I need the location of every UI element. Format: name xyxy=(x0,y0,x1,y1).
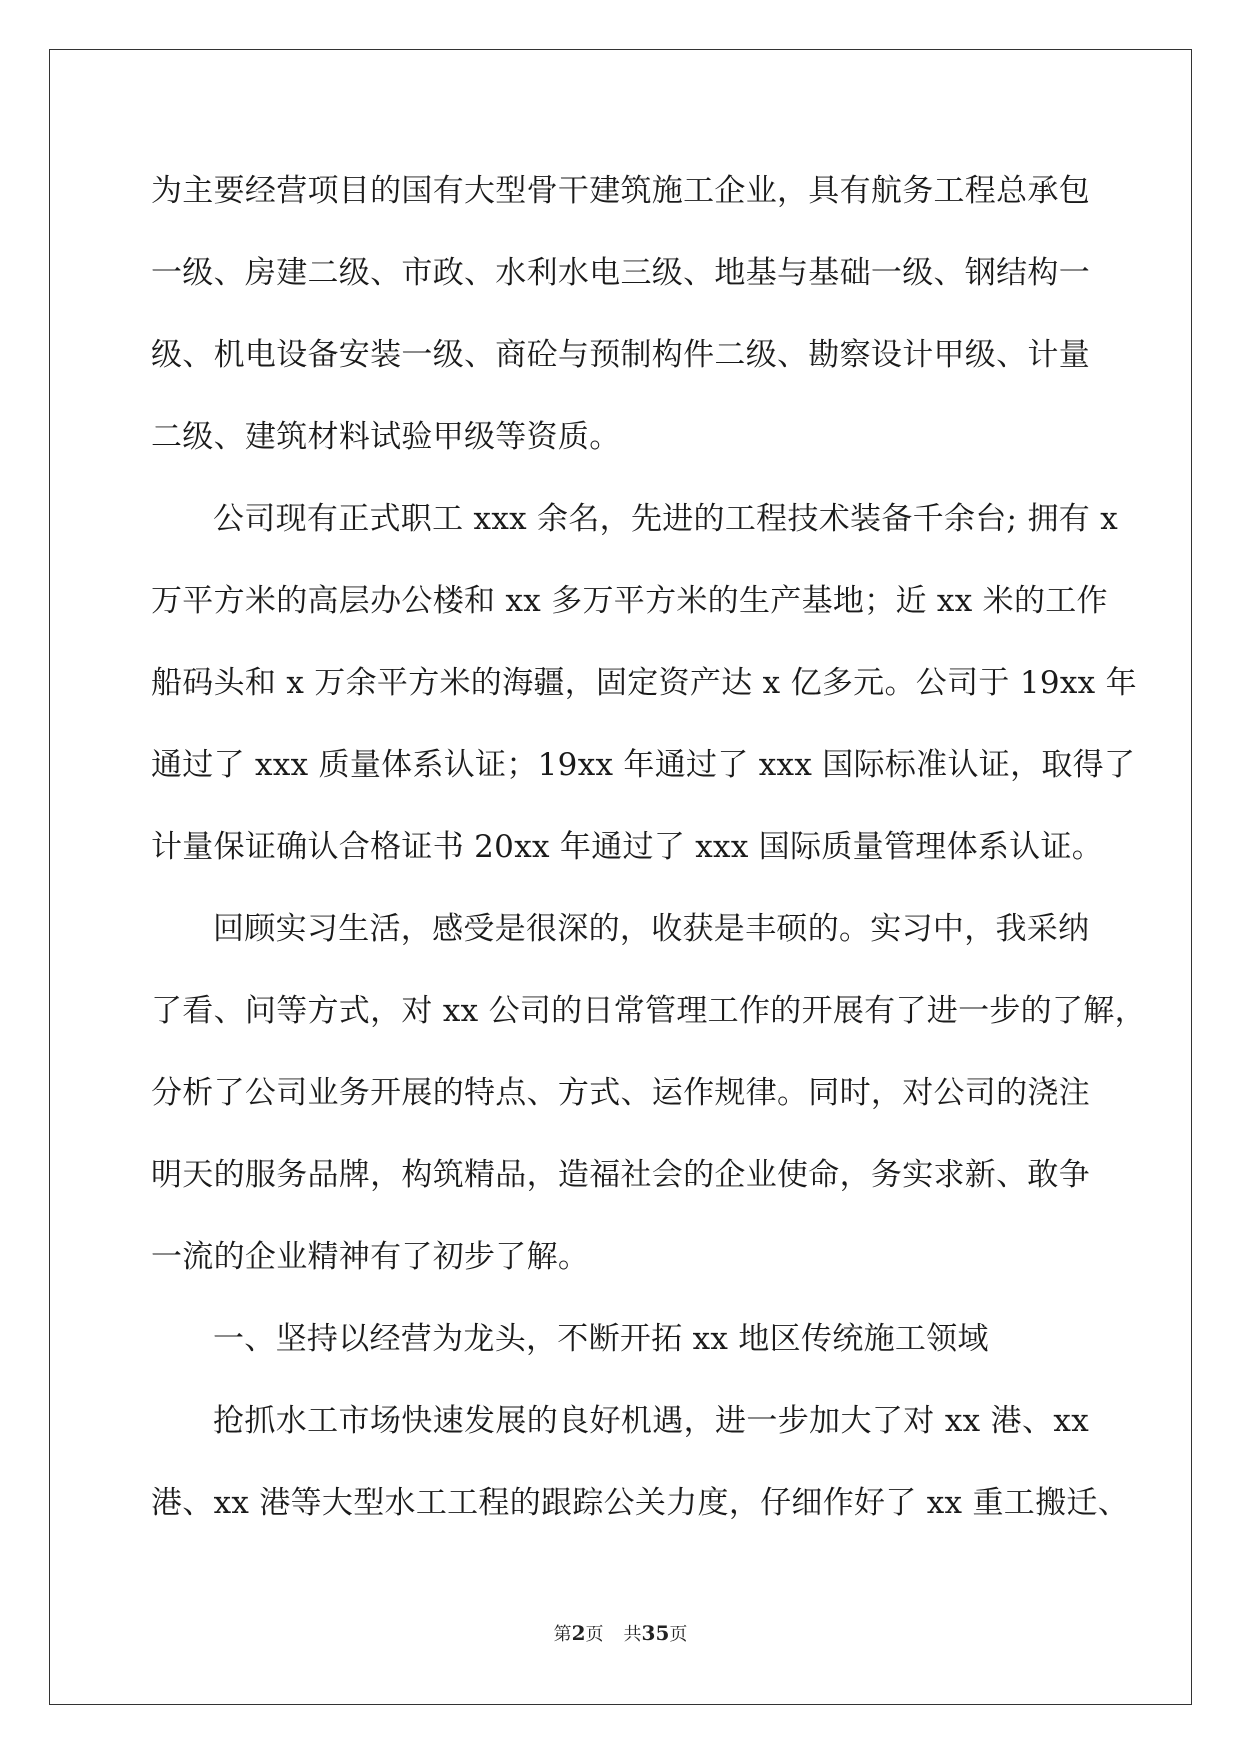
text-line: 计量保证确认合格证书 20xx 年通过了 xxx 国际质量管理体系认证。 xyxy=(151,829,1104,865)
total-prefix: 共 xyxy=(623,1624,642,1645)
text-line: 港、xx 港等大型水工工程的跟踪公关力度，仔细作好了 xx 重工搬迁、 xyxy=(151,1485,1129,1521)
text-line: 为主要经营项目的国有大型骨干建筑施工企业，具有航务工程总承包 xyxy=(151,173,1090,209)
text-line: 回顾实习生活，感受是很深的，收获是丰硕的。实习中，我采纳 xyxy=(213,911,1090,947)
text-line: 级、机电设备安装一级、商砼与预制构件二级、勘察设计甲级、计量 xyxy=(151,337,1090,373)
text-line: 通过了 xxx 质量体系认证；19xx 年通过了 xxx 国际标准认证，取得了 xyxy=(151,747,1136,783)
page-prefix: 第 xyxy=(553,1624,572,1645)
text-line: 明天的服务品牌，构筑精品，造福社会的企业使命，务实求新、敢争 xyxy=(151,1157,1090,1193)
text-line: 公司现有正式职工 xxx 余名，先进的工程技术装备千余台; 拥有 x xyxy=(213,501,1118,537)
page-footer xyxy=(0,1620,1241,1646)
page-unit: 页 xyxy=(585,1624,604,1645)
section-heading: 一、坚持以经营为龙头，不断开拓 xx 地区传统施工领域 xyxy=(213,1321,989,1357)
total-pages: 35 xyxy=(641,1621,670,1645)
total-unit: 页 xyxy=(669,1624,688,1645)
text-line: 船码头和 x 万余平方米的海疆，固定资产达 x 亿多元。公司于 19xx 年 xyxy=(151,665,1137,701)
text-line: 一级、房建二级、市政、水利水电三级、地基与基础一级、钢结构一 xyxy=(151,255,1090,291)
text-line: 了看、问等方式，对 xx 公司的日常管理工作的开展有了进一步的了解， xyxy=(151,993,1146,1029)
document-body xyxy=(151,163,1146,1557)
page-number: 2 xyxy=(571,1621,586,1645)
text-line: 万平方米的高层办公楼和 xx 多万平方米的生产基地；近 xx 米的工作 xyxy=(151,583,1108,619)
text-line: 分析了公司业务开展的特点、方式、运作规律。同时，对公司的浇注 xyxy=(151,1075,1090,1111)
text-line: 抢抓水工市场快速发展的良好机遇，进一步加大了对 xx 港、xx xyxy=(213,1403,1089,1439)
text-line: 二级、建筑材料试验甲级等资质。 xyxy=(151,419,621,455)
text-line: 一流的企业精神有了初步了解。 xyxy=(151,1239,590,1275)
